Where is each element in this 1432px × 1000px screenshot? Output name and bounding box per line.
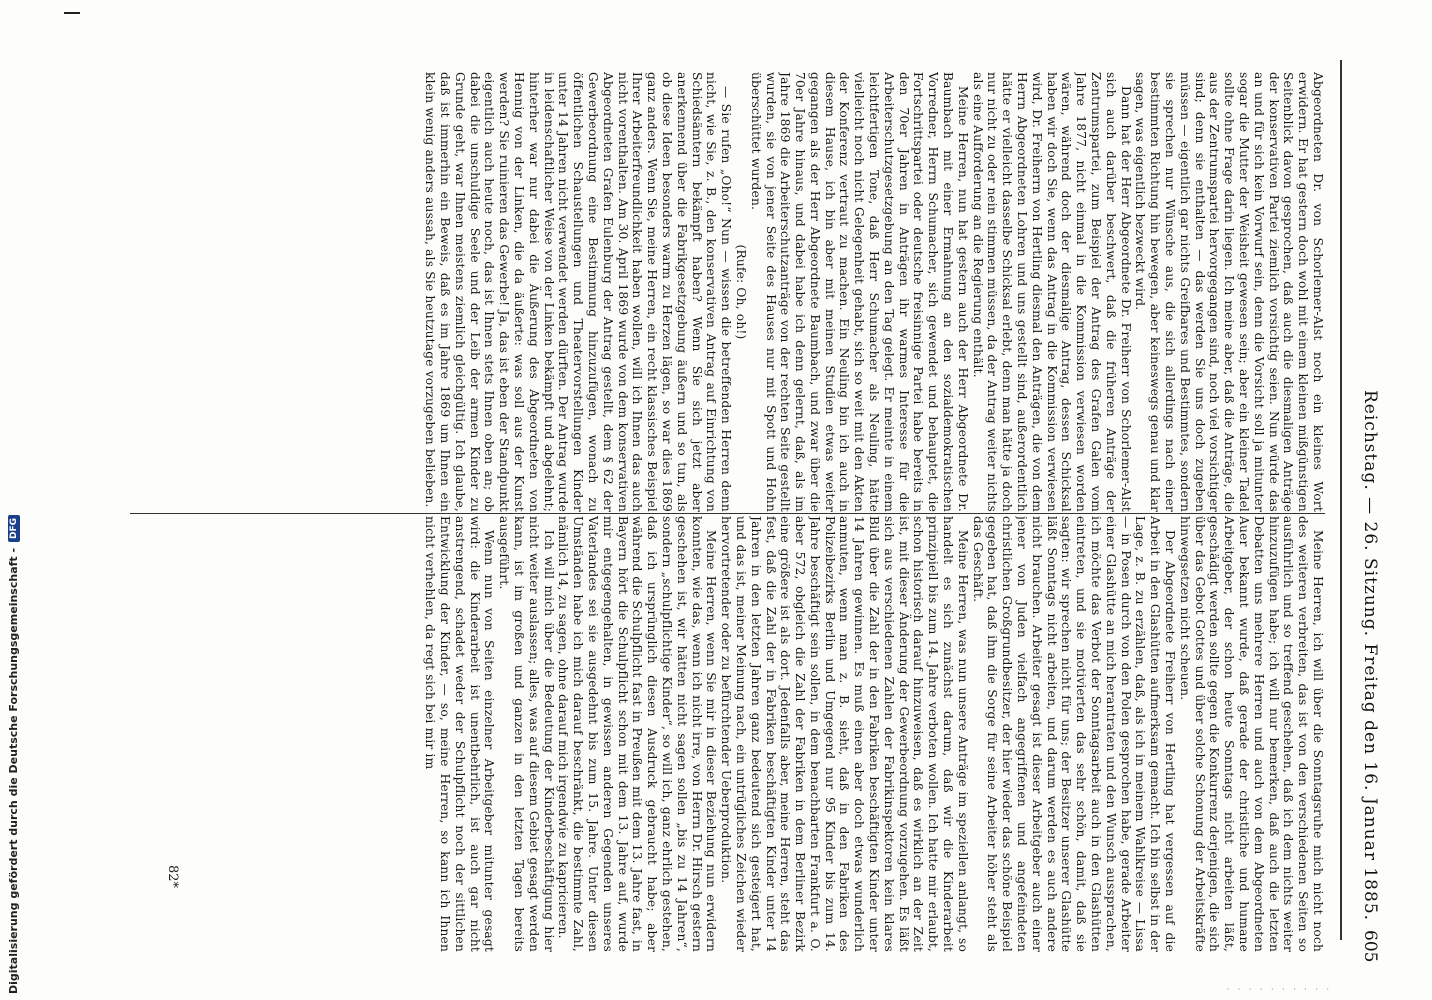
signature-mark: 82* [165,865,180,889]
column-lower-text [130,516,1325,952]
scan-mark [64,12,80,14]
interjection: (Rufe: Oh, oh!) [733,244,748,340]
paragraph: Meine Herren, wenn Sie mir in dieser Beziehung nun erwidern konnten, wie das, wenn ich nicht irre, von Herrn Dr. Hirsch gestern geschehen ist, wir hätten nicht sagen sollen „bis zu 14 Jahren“, sondern „schulpflichtige Kinder“, so will ich, ganz ehrlich gestehen, daß ich ursprünglich diesen Ausdruck gebraucht habe; aber während die Schulpflicht fast in Preußen mit dem 13. Jahre fast, in Bayern hört die Schulpflicht schon mit dem 13. Jahre auf, wurde mir entgegengehalten, in gewissen anderen Gegenden unseres Vaterlandes sei sie ausgedehnt bis zum 15. Jahre. Unter diesen Umständen habe ich mich darauf beschränkt, die bestimmte Zahl, nämlich 14, zu sagen, ohne darauf mich irgendwie zu kapricieren. [556,516,719,952]
paragraph: Dann hat der Herr Abgeordnete Dr. Freiherr von Schorlemer-Alst sich auch darüber beschwert, daß die früheren Anträge der Zentrumspartei, zum Beispiel der Antrag des Grafen Galen vom Jahre 1877, nicht einmal in die Kommission verwiesen worden wären, während doch der diesmalige Antrag, dessen Schicksal haben wir doch Sie, wenn das Antrag in die Kommission verwiesen wird, Dr. Freiherrn von Hertling diesmal den Anträgen, die von dem Herrn Abgeordneten Lohren und uns gestellt sind, außerordentlich hätte er vielleicht dasselbe Schicksal erlebt, denn man hätte ja doch nur nicht zu oder nein stimmen müssen, da der Antrag weiter nichts als eine Aufforderung an die Regierung enthält. [970,72,1133,512]
running-header [1350,50,1390,963]
digitization-credit [0,0,22,1000]
credit-text: Digitalisierung gefördert durch die Deutsche Forschungsgemeinschaft - [7,547,20,994]
paragraph: — Sie rufen „Oho!“ Nun — wissen die betreffenden Herren denn nicht, wie Sie, z. B., den konservativen Antrag auf Einrichtung von Schiedsämtern bekämpft haben? Wenn Sie sich jetzt aber anerkennend über die Fabrikgesetzgebung äußern und so tun, als ob diese Ideen besonders warm zu Herzen lägen, so war dies 1869 ganz anders. Wenn Sie, meine Herren, ein recht klassisches Beispiel Ihrer Arbeiterfreundlichkeit haben wollen, will ich Ihnen das auch nicht vorenthalten. Am 30. April 1869 wurde von dem konservativen Abgeordneten Grafen Eulenburg der Antrag gestellt, dem § 62 der Gewerbeordnung eine Bestimmung hinzuzufügen, wonach zu öffentlichen Schaustellungen und Theatervorstellungen Kinder unter 14 Jahren nicht verwendet werden dürften. Der Antrag wurde in leidenschaftlicher Weise von der Linken bekämpft und abgelehnt; hinterher war nur dabei die Äußerung des Abgeordneten von Hennig von der Linken, die da äußerte: was soll aus der Kunst werden? Sie ruinieren das Gewerbe! Ja, das ist eben der Standpunkt eigentlich auch heute noch, das ist Ihnen stets Ihnen oben an; ob dabei die unschuldige Seele und der Leib der armen Kinder zu Grunde geht, war Ihnen meistens ziemlich gleichgültig. Ich glaube, daß ist immerhin ein Beweis, daß es im Jahre 1869 um Ihnen ein klein wenig anders aussah, als Sie heutzutage vorzugeben belieben. [423,72,734,512]
paragraph: Meine Herren, nun hat gestern auch der Herr Abgeordnete Dr. Baumbach mit einer Ermahnung an den sozialdemokratischen Vorredner, Herrn Schumacher, sich gewendet und behauptet, die Fortschrittspartei oder deutsche freisinnige Partei habe bereits in den 70er Jahren in Anträgen ihr warmes Interesse für die Arbeiterschutzgesetzgebung an den Tag gelegt. Er meinte in einem leichtfertigen Tone, daß Herr Schumacher als Neuling, hätte vielleicht noch nicht Gelegenheit gehabt, sich so weit mit den Akten der Konferenz vertraut zu machen. Ein Neuling bin ich auch in diesem Hause, ich bin aber mit meinen Studien etwas weiter gegangen als der Herr Abgeordnete Baumbach, und zwar über die 70er Jahre hinaus, und dabei habe ich denn gelernt, daß, als im Jahre 1869 die Arbeiterschutzanträge von der rechten Seite gestellt wurden, sie von jener Seite des Hauses nur mit Spott und Hohn überschüttet wurden. [748,72,970,512]
page-number: 605 [1360,930,1380,963]
scan-edge-dots: · · · · · · · · · · [1226,985,1332,994]
column-divider [130,513,1325,514]
paragraph: Meine Herren, was nun unsere Anträge im speziellen anlangt, so handelt es sich zunächst darum, daß wir die Kinderarbeit prinzipiell bis zum 14. Jahre verboten wollen. Ich hatte mir erlaubt, schon historisch darauf hinzuweisen, daß es wirklich an der Zeit ist, mit dieser Änderung der Gewerbeordnung vorzugehen. Es läßt sich aus verschiedenen Zahlen der Fabrikinspektoren kein klares Bild über die Zahl der in den Fabriken beschäftigten Kinder unter 14 Jahren gewinnen. Es muß einen aber doch etwas wunderlich anmuten, wenn man z. B. sieht, daß in den Fabriken des Polizeibezirks Berlin und Umgegend nur 95 Kinder bis zum 14. Jahre beschäftigt sein sollen, in dem benachbarten Frankfurt a. O. aber 572, obgleich die Zahl der Fabriken in dem Berliner Bezirk eine größere ist als dort. Jedenfalls aber, meine Herren, steht das fest, daß die Zahl der in Fabriken beschäftigten Kinder unter 14 Jahren in den letzten Jahren ganz bedeutend sich gesteigert hat, und das ist, meiner Meinung nach, ein untrügliches Zeichen wieder hervortretender oder zu befürchtender Ueberproduktion. [719,516,970,952]
header-title: Reichstag. — 26. Sitzung. Freitag den 16. Januar 1885. [1360,390,1380,922]
paragraph: Meine Herren, ich will über die Sonntagsruhe mich nicht noch des weiteren verbreiten, das ist von den verschiedenen Seiten so ausführlich und so treffend geschehen, daß ich dem nichts weiter hinzuzufügen habe; ich will nur bemerken, daß auch die letzten Debatten uns mehrere Herren und auch von dem Abgeordneten Auer bekannt wurde, daß gerade der christliche und humane Arbeitgeber, der schon heute Sonntags nicht arbeiten läßt, geschädigt werden sollte gegen die Konkurrenz derjenigen, die sich über das Gebot Gottes und über solche Schonung der Arbeitskräfte hinwegsetzen nicht scheuen. [1177,516,1325,952]
paragraph: Abgeordneten Dr. von Schorlemer-Alst noch ein kleines Wort erwidern. Er hat gestern doch wohl mit einem kleinen mißgünstigen Seitenblick davon gesprochen, daß auch die diesmaligen Anträge der konservativen Partei ziemlich vorsichtig seien. Nun würde das an und für sich kein Vorwurf sein, denn die Vorsicht soll ja mitunter sogar die Mutter der Weisheit gewesen sein; aber ein kleiner Tadel sollte ohne Frage darin liegen. Ich meine aber, daß die Anträge, die aus der Zentrumspartei hervorgegangen sind, noch viel vorsichtiger sind; denn sie enthalten — das werden Sie uns doch zugeben müssen — eigentlich gar nichts Greifbares und Bestimmtes, sondern sie sprechen nur Wünsche aus, die sich allerdings nach einer bestimmten Richtung hin bewegen, aber keineswegs genau und klar sagen, was eigentlich bezweckt wird. [1133,72,1325,512]
paragraph: Ich will mich über die Bedeutung der Kinderbeschäftigung hier nicht weiter auslassen; alles, was auf diesem Gebiet gesagt werden kann, ist im großen und ganzen in den letzten Tagen bereits ausgeführt. [497,516,556,952]
paragraph: Wenn nun von Seiten einzelner Arbeitgeber mitunter gesagt wird: die Kinderarbeit ist unentbehrlich, ist auch gar nicht anstrengend, schadet weder der Schulpflicht noch der sittlichen Entwicklung der Kinder, — so, meine Herren, so kann ich Ihnen nicht verhehlen, da regt sich bei mir im [423,516,497,952]
document-page [110,50,1432,963]
column-upper [130,72,1325,512]
dfg-logo-icon: DFG [8,515,20,542]
column-lower [130,516,1325,952]
header-rule [1340,60,1342,940]
column-upper-text [130,72,1325,512]
paragraph: Der Abgeordnete Freiherr von Hertling hat vergessen auf die Arbeit in den Glashütten aufmerksam gemacht. Ich bin selbst in der Lage, z. B. zu erzählen, daß, als ich in meinem Wahlkreise — Lissa — in Posen durch von den Polen gesprochen habe, gerade Arbeiter einer Glashütte an mich herantraten und den Wunsch aussprachen, ich möchte das Verbot der Sonntagsarbeit auch in den Glashütten eintreten, und sie motivierten das sehr schön, damit, daß sie sagten: wir sprechen nicht für uns; der Besitzer unserer Glashütte läßt Sonntags nicht arbeiten, und darum werden es auch andere nicht brauchen. Arbeiter gesagt ist dieser Arbeitgeber auch einer jener von Juden vielfach angegriffenen und angefeindeten christlichen Großgrundbesitzer, der hier wieder das schöne Beispiel gegeben hat, daß ihm die Sorge für seine Arbeiter höher steht als das Geschäft. [970,516,1178,952]
